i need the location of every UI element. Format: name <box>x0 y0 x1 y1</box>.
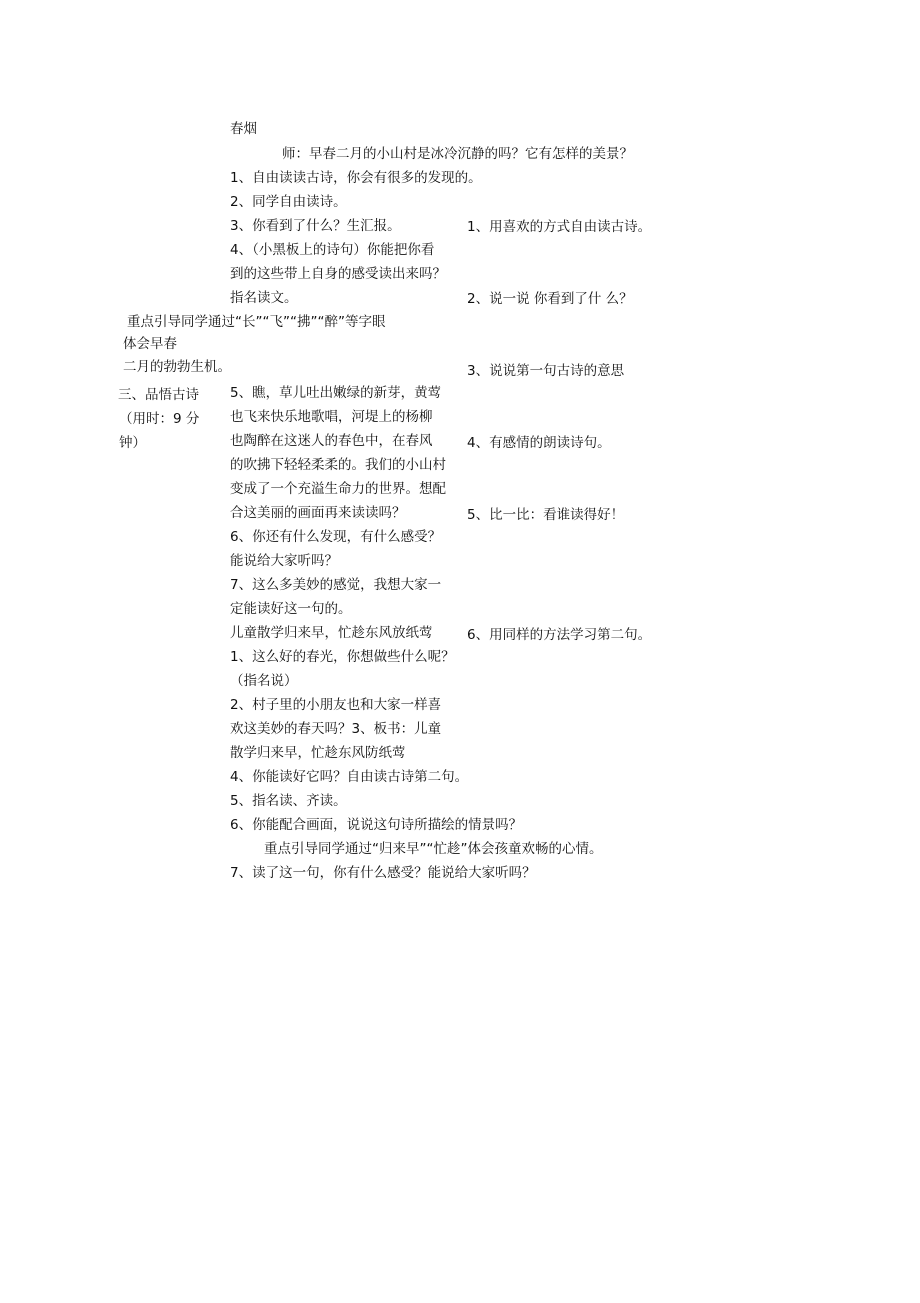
text-line: 重点引导同学通过“归来早”“忙趁”体会孩童欢畅的心情。 <box>264 841 603 857</box>
text-line: 4、你能读好它吗？自由读古诗第二句。 <box>230 769 469 785</box>
text-line: 指名读文。 <box>230 290 298 306</box>
text-line: 6、你还有什么发现，有什么感受？ <box>230 529 442 545</box>
text-line: 3、你看到了什么？生汇报。 <box>230 218 401 234</box>
text-line: 定能读好这一句的。 <box>230 601 352 617</box>
text-line: 能说给大家听吗？ <box>230 553 338 569</box>
text-line: 二月的勃勃生机。 <box>123 359 231 375</box>
text-line: 儿童散学归来早，忙趁东风放纸莺 <box>230 625 433 641</box>
text-line: 散学归来早，忙趁东风防纸莺 <box>230 745 406 761</box>
text-line: 欢这美妙的春天吗？3、板书：儿童 <box>230 721 442 737</box>
text-line: 3、说说第一句古诗的意思 <box>467 363 625 379</box>
text-line: 三、品悟古诗 <box>118 387 199 403</box>
text-line: 1、这么好的春光，你想做些什么呢？ <box>230 649 455 665</box>
text-line: 5、比一比：看谁读得好！ <box>467 507 625 523</box>
text-line: 变成了一个充溢生命力的世界。想配 <box>230 481 446 497</box>
text-line: 2、说一说 你看到了什 么？ <box>467 291 633 307</box>
text-line: 5、指名读、齐读。 <box>230 793 347 809</box>
text-line: 体会早春 <box>123 336 177 352</box>
text-line: 6、你能配合画面，说说这句诗所描绘的情景吗？ <box>230 817 523 833</box>
text-line: 4、（小黑板上的诗句）你能把你看 <box>230 242 435 258</box>
text-line: 7、这么多美妙的感觉，我想大家一 <box>230 577 442 593</box>
text-line: （用时：9 分 <box>119 411 200 427</box>
text-line: （指名说） <box>230 673 298 689</box>
text-line: 7、读了这一句，你有什么感受？能说给大家听吗？ <box>230 865 536 881</box>
text-line: 也飞来快乐地歌唱，河堤上的杨柳 <box>230 409 433 425</box>
text-line: 也陶醉在这迷人的春色中，在春风 <box>230 433 433 449</box>
text-line: 5、瞧，草儿吐出嫩绿的新芽，黄莺 <box>230 385 442 401</box>
text-line: 1、用喜欢的方式自由读古诗。 <box>467 219 652 235</box>
text-line: 的吹拂下轻轻柔柔的。我们的小山村 <box>230 457 446 473</box>
text-line: 2、同学自由读诗。 <box>230 194 347 210</box>
text-line: 1、自由读读古诗，你会有很多的发现的。 <box>230 170 482 186</box>
text-line: 合这美丽的画面再来读读吗？ <box>230 505 406 521</box>
text-line: 师：早春二月的小山村是冰冷沉静的吗？它有怎样的美景？ <box>282 146 633 162</box>
text-line: 春烟 <box>230 121 257 137</box>
text-line: 到的这些带上自身的感受读出来吗？ <box>230 266 446 282</box>
text-line: 4、有感情的朗读诗句。 <box>467 435 611 451</box>
text-line: 2、村子里的小朋友也和大家一样喜 <box>230 697 442 713</box>
text-line: 钟） <box>119 435 146 451</box>
text-line: 重点引导同学通过“长”“飞”“拂”“醉”等字眼 <box>127 314 386 330</box>
text-line: 6、用同样的方法学习第二句。 <box>467 627 652 643</box>
